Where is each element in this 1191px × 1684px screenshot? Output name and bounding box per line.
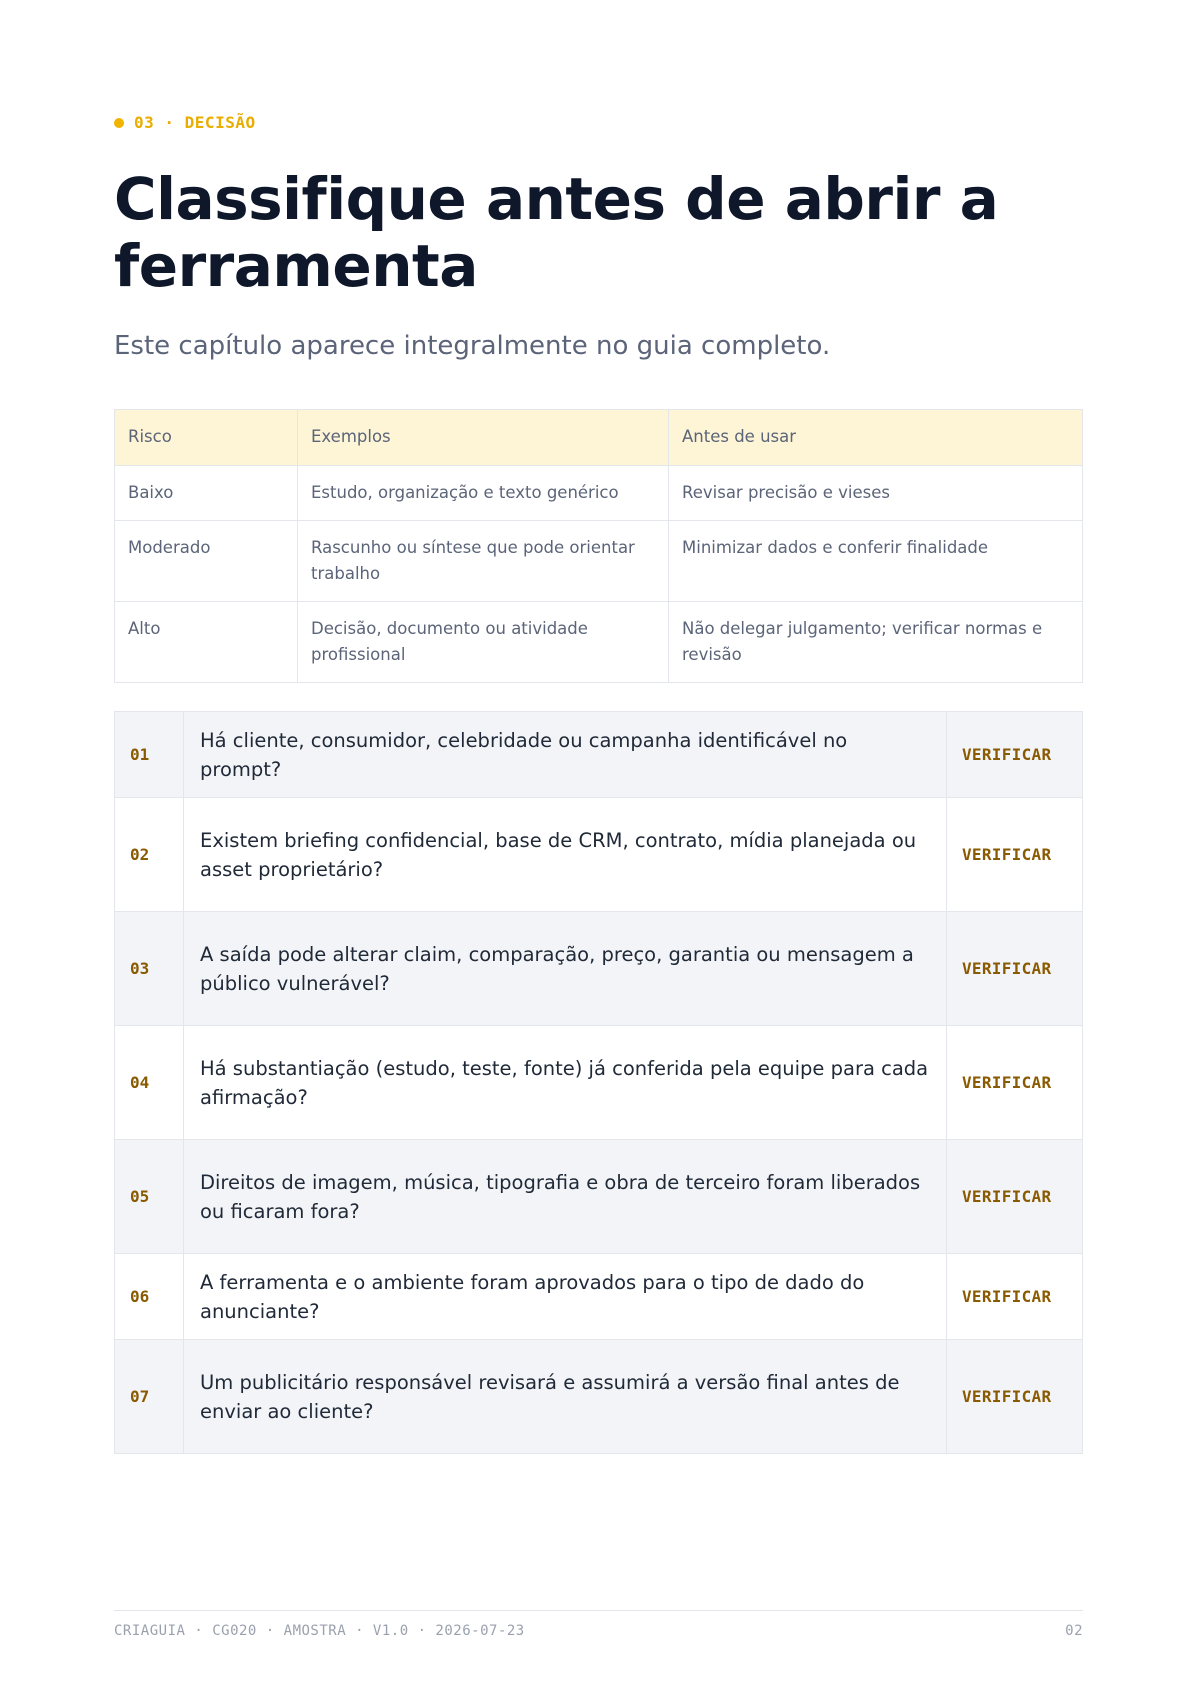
bullet-dot-icon	[114, 118, 124, 128]
checklist-question: Um publicitário responsável revisará e assumirá a versão final antes de enviar ao cliente?	[184, 1340, 947, 1454]
checklist-number: 06	[115, 1254, 184, 1340]
page-subtitle: Este capítulo aparece integralmente no guia completo.	[114, 331, 831, 361]
risk-cell-examples: Rascunho ou síntese que pode orientar trabalho	[298, 521, 669, 602]
checklist-table	[114, 711, 1083, 1454]
risk-table-row	[115, 466, 1083, 521]
risk-table-row	[115, 521, 1083, 602]
checklist-status: VERIFICAR	[947, 1140, 1083, 1254]
risk-cell-examples: Decisão, documento ou atividade profissional	[298, 602, 669, 683]
page-footer	[114, 1623, 1083, 1639]
checklist-row	[115, 912, 1083, 1026]
checklist-status: VERIFICAR	[947, 798, 1083, 912]
checklist-number: 07	[115, 1340, 184, 1454]
checklist-status: VERIFICAR	[947, 712, 1083, 798]
risk-cell-level: Baixo	[115, 466, 298, 521]
section-label-text: 03 · DECISÃO	[134, 113, 256, 132]
checklist-row	[115, 1026, 1083, 1140]
checklist-question: Há substantiação (estudo, teste, fonte) já conferida pela equipe para cada afirmação?	[184, 1026, 947, 1140]
risk-header-risco: Risco	[115, 410, 298, 466]
checklist-number: 04	[115, 1026, 184, 1140]
checklist-row	[115, 1340, 1083, 1454]
checklist-status: VERIFICAR	[947, 1026, 1083, 1140]
checklist-number: 02	[115, 798, 184, 912]
checklist-row	[115, 712, 1083, 798]
checklist-question: Há cliente, consumidor, celebridade ou campanha identificável no prompt?	[184, 712, 947, 798]
risk-cell-examples: Estudo, organização e texto genérico	[298, 466, 669, 521]
checklist-status: VERIFICAR	[947, 1340, 1083, 1454]
footer-meta: CRIAGUIA · CG020 · AMOSTRA · V1.0 · 2026-07-23	[114, 1623, 525, 1639]
footer-divider	[114, 1610, 1083, 1611]
checklist-question: A saída pode alterar claim, comparação, preço, garantia ou mensagem a público vulnerável?	[184, 912, 947, 1026]
risk-cell-before-use: Não delegar julgamento; verificar normas e revisão	[669, 602, 1083, 683]
checklist-question: Direitos de imagem, música, tipografia e obra de terceiro foram liberados ou ficaram fora?	[184, 1140, 947, 1254]
risk-table-header-row	[115, 410, 1083, 466]
checklist-question: A ferramenta e o ambiente foram aprovados para o tipo de dado do anunciante?	[184, 1254, 947, 1340]
checklist-number: 05	[115, 1140, 184, 1254]
checklist-status: VERIFICAR	[947, 1254, 1083, 1340]
checklist-row	[115, 1254, 1083, 1340]
checklist-row	[115, 1140, 1083, 1254]
risk-cell-level: Moderado	[115, 521, 298, 602]
checklist-status: VERIFICAR	[947, 912, 1083, 1026]
risk-header-exemplos: Exemplos	[298, 410, 669, 466]
checklist-number: 03	[115, 912, 184, 1026]
risk-cell-level: Alto	[115, 602, 298, 683]
page-number: 02	[1065, 1623, 1083, 1639]
risk-cell-before-use: Revisar precisão e vieses	[669, 466, 1083, 521]
page-title: Classifique antes de abrir a ferramenta	[114, 165, 999, 300]
section-label	[114, 113, 256, 132]
risk-header-antes-de-usar: Antes de usar	[669, 410, 1083, 466]
risk-cell-before-use: Minimizar dados e conferir finalidade	[669, 521, 1083, 602]
checklist-row	[115, 798, 1083, 912]
risk-table	[114, 409, 1083, 683]
risk-table-row	[115, 602, 1083, 683]
checklist-question: Existem briefing confidencial, base de CRM, contrato, mídia planejada ou asset proprietário?	[184, 798, 947, 912]
checklist-number: 01	[115, 712, 184, 798]
